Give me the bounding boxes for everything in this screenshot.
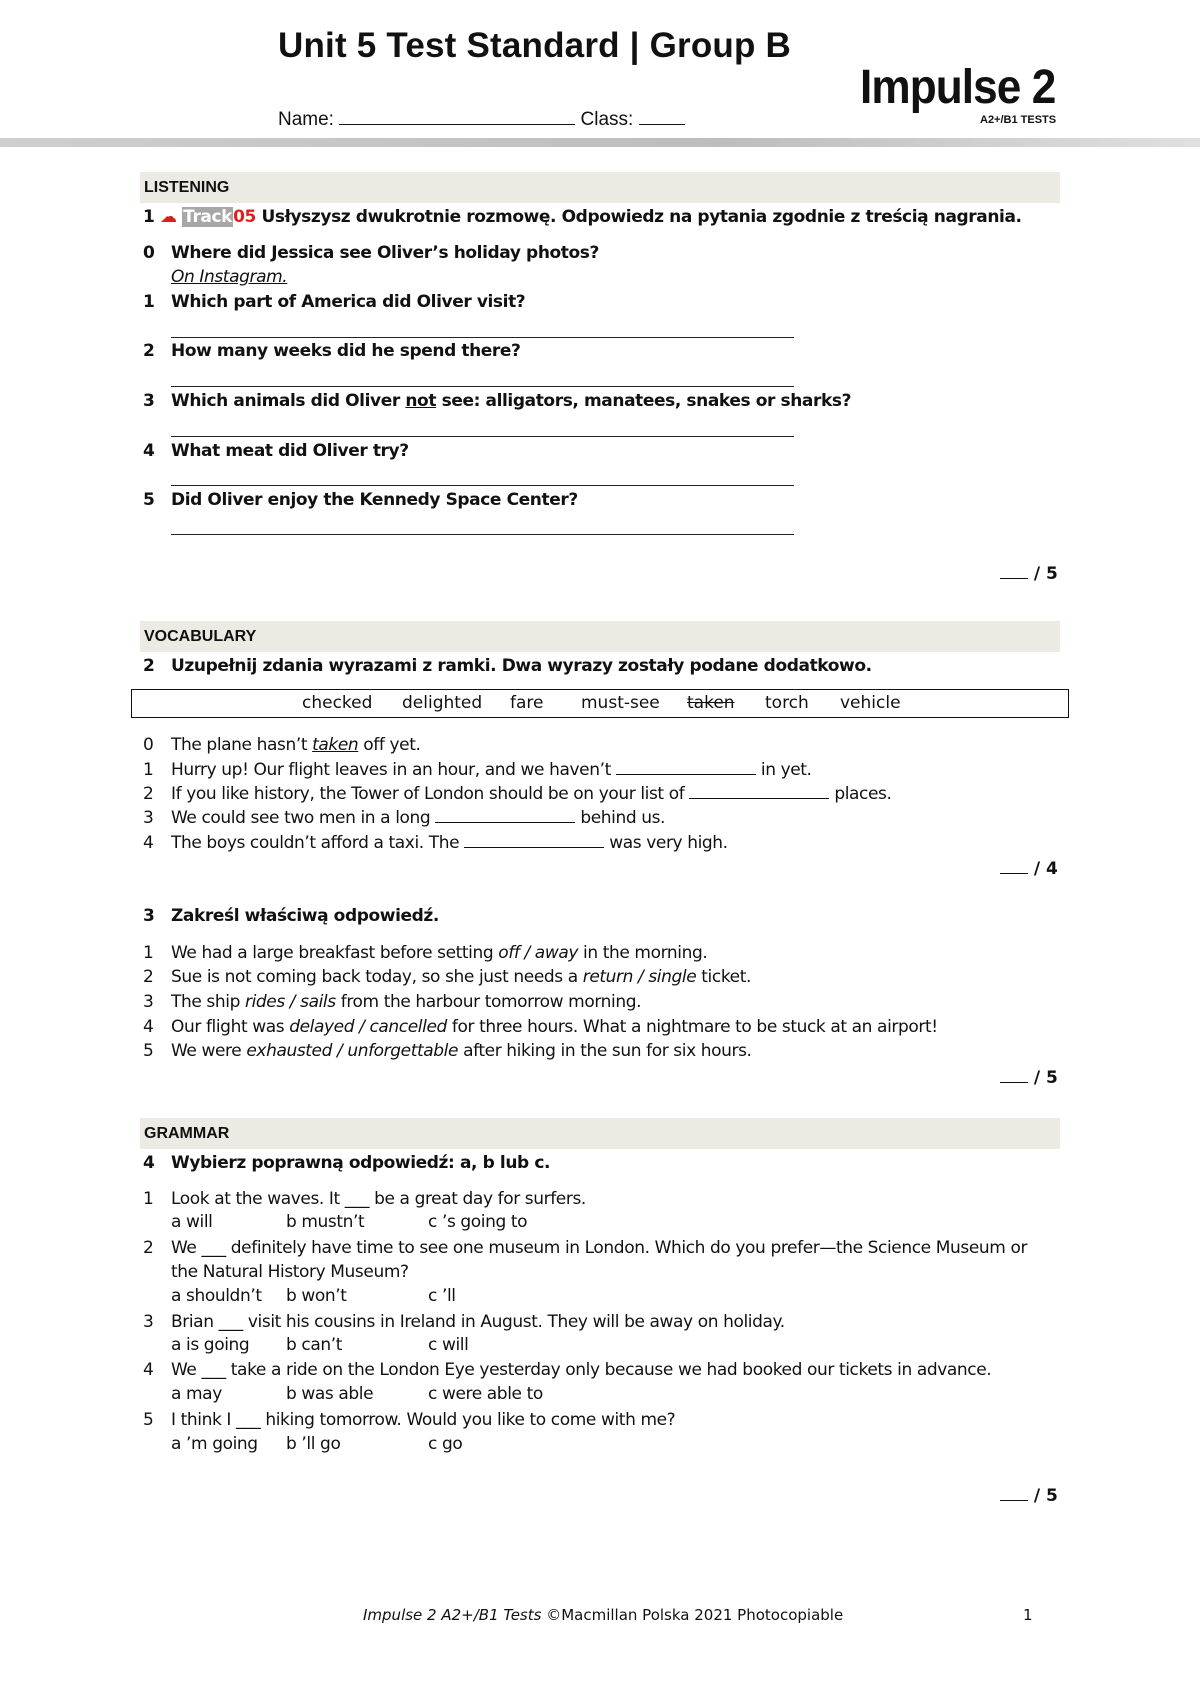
logo: Impulse 2 xyxy=(860,61,1056,114)
score-task-3: / 5 xyxy=(1000,1066,1058,1088)
option-c[interactable]: c were able to xyxy=(428,1384,543,1404)
track-number: 05 xyxy=(233,207,256,227)
word-box-item: fare xyxy=(510,693,544,713)
class-label: Class: xyxy=(580,109,634,130)
list-item: 3 We could see two men in a long behind us. xyxy=(143,808,666,828)
option-c[interactable]: c ’s going to xyxy=(428,1212,528,1232)
option-b[interactable]: b was able xyxy=(286,1384,374,1404)
answer-line[interactable] xyxy=(171,485,794,486)
choice-pair[interactable]: off / away xyxy=(498,943,579,963)
headphones-icon: ☁ xyxy=(159,207,177,227)
section-heading-grammar: GRAMMAR xyxy=(140,1118,1060,1149)
list-item: 1 We had a large breakfast before setting off / away in the morning. xyxy=(143,943,708,963)
section-heading-vocabulary: VOCABULARY xyxy=(140,621,1060,652)
choice-pair[interactable]: return / single xyxy=(582,967,697,987)
option-c[interactable]: c go xyxy=(428,1434,463,1454)
list-item: 5 I think I ___ hiking tomorrow. Would you like to come with me? xyxy=(143,1410,676,1430)
page-title: Unit 5 Test Standard | Group B xyxy=(278,26,791,65)
answer-line[interactable] xyxy=(171,534,794,535)
score-grammar: / 5 xyxy=(1000,1484,1058,1506)
list-item: 2 Sue is not coming back today, so she just needs a return / single ticket. xyxy=(143,967,751,987)
list-item: 3 The ship rides / sails from the harbour tomorrow morning. xyxy=(143,992,642,1012)
list-item: 4 What meat did Oliver try? xyxy=(143,441,409,461)
name-label: Name: xyxy=(278,109,334,130)
score-listening: / 5 xyxy=(1000,562,1058,584)
task-3-instruction: 3 Zakreśl właściwą odpowiedź. xyxy=(143,906,439,926)
task-1-instruction: 1 ☁ Track05 Usłyszysz dwukrotnie rozmowę. Odpowiedz na pytania zgodnie z treścią nagrania. xyxy=(143,207,1022,227)
option-a[interactable]: a may xyxy=(171,1384,222,1404)
example-answer: On Instagram. xyxy=(171,267,288,287)
option-a[interactable]: a shouldn’t xyxy=(171,1286,262,1306)
option-b[interactable]: b mustn’t xyxy=(286,1212,365,1232)
list-item: 3 Which animals did Oliver not see: alligators, manatees, snakes or sharks? xyxy=(143,391,852,411)
word-box-item: must-see xyxy=(581,693,660,713)
option-b[interactable]: b won’t xyxy=(286,1286,347,1306)
task-4-instruction: 4 Wybierz poprawną odpowiedź: a, b lub c. xyxy=(143,1153,551,1173)
list-item-continuation: the Natural History Museum? xyxy=(171,1262,409,1282)
list-item: 2 We ___ definitely have time to see one museum in London. Which do you prefer—the Science Museum or xyxy=(143,1238,1028,1258)
option-c[interactable]: c will xyxy=(428,1335,469,1355)
page-number: 1 xyxy=(1023,1606,1033,1624)
word-box-item: taken xyxy=(687,693,735,713)
class-field[interactable] xyxy=(639,108,685,125)
option-b[interactable]: b can’t xyxy=(286,1335,343,1355)
section-heading-listening: LISTENING xyxy=(140,172,1060,203)
list-item: 0 Where did Jessica see Oliver’s holiday photos? xyxy=(143,243,599,263)
logo-subtitle: A2+/B1 TESTS xyxy=(980,114,1057,126)
name-class-line xyxy=(278,108,685,131)
choice-pair[interactable]: rides / sails xyxy=(244,992,336,1012)
list-item: 0 The plane hasn’t taken off yet. xyxy=(143,735,421,755)
score-task-2: / 4 xyxy=(1000,857,1058,879)
option-b[interactable]: b ’ll go xyxy=(286,1434,341,1454)
list-item: 3 Brian ___ visit his cousins in Ireland in August. They will be away on holiday. xyxy=(143,1312,785,1332)
answer-line[interactable] xyxy=(171,337,794,338)
track-label: Track xyxy=(183,207,233,227)
list-item: 4 The boys couldn’t afford a taxi. The was very high. xyxy=(143,833,728,853)
header-divider xyxy=(0,138,1200,147)
footer: Impulse 2 A2+/B1 Tests ©Macmillan Polska 2021 Photocopiable xyxy=(363,1606,844,1624)
word-box-item: torch xyxy=(765,693,809,713)
answer-line[interactable] xyxy=(171,436,794,437)
list-item: 5 We were exhausted / unforgettable after hiking in the sun for six hours. xyxy=(143,1041,752,1061)
word-box-item: checked xyxy=(302,693,373,713)
list-item: 4 We ___ take a ride on the London Eye yesterday only because we had booked our tickets in advance. xyxy=(143,1360,992,1380)
option-a[interactable]: a is going xyxy=(171,1335,250,1355)
word-box-item: vehicle xyxy=(840,693,901,713)
choice-pair[interactable]: exhausted / unforgettable xyxy=(246,1041,459,1061)
list-item: 2 If you like history, the Tower of London should be on your list of places. xyxy=(143,784,892,804)
list-item: 2 How many weeks did he spend there? xyxy=(143,341,521,361)
list-item: 1 Hurry up! Our flight leaves in an hour, and we haven’t in yet. xyxy=(143,760,812,780)
list-item: 1 Which part of America did Oliver visit? xyxy=(143,292,526,312)
choice-pair[interactable]: delayed / cancelled xyxy=(289,1017,447,1037)
option-a[interactable]: a will xyxy=(171,1212,213,1232)
list-item: 4 Our flight was delayed / cancelled for three hours. What a nightmare to be stuck at an airport! xyxy=(143,1017,938,1037)
option-c[interactable]: c ’ll xyxy=(428,1286,456,1306)
list-item: 1 Look at the waves. It ___ be a great day for surfers. xyxy=(143,1189,586,1209)
word-box xyxy=(131,689,1069,718)
answer-line[interactable] xyxy=(171,386,794,387)
word-box-item: delighted xyxy=(402,693,483,713)
list-item: 5 Did Oliver enjoy the Kennedy Space Center? xyxy=(143,490,578,510)
task-2-instruction: 2 Uzupełnij zdania wyrazami z ramki. Dwa wyrazy zostały podane dodatkowo. xyxy=(143,656,872,676)
option-a[interactable]: a ’m going xyxy=(171,1434,258,1454)
name-field[interactable] xyxy=(339,108,575,125)
